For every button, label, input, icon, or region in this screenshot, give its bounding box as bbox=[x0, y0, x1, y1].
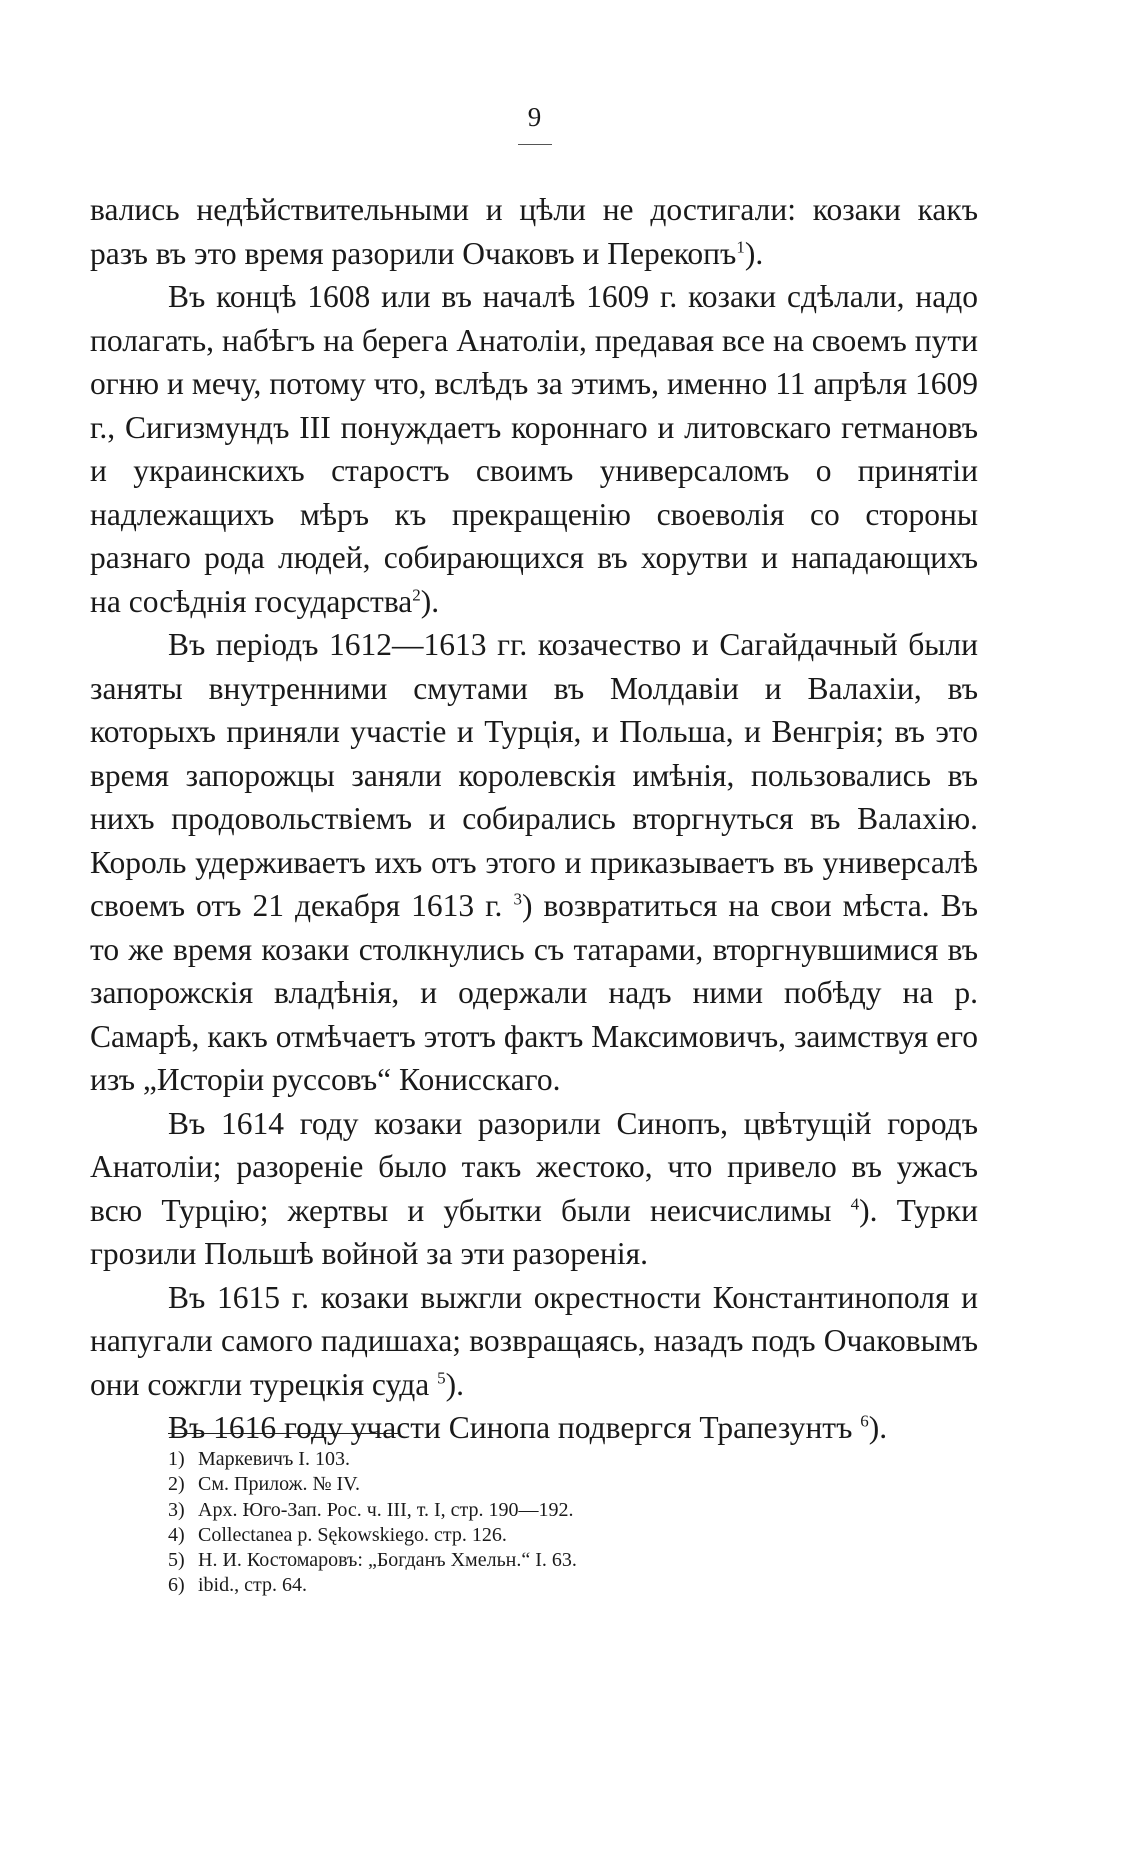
text-run: Въ 1614 году козаки разорили Синопъ, цвѣтущій городъ Анатоліи; разореніе было такъ жестоко, что привело въ ужасъ всю Турцію; жертвы и убытки были неисчислимы bbox=[90, 1105, 978, 1228]
footnote bbox=[168, 1548, 868, 1573]
footnote-ref: 1 bbox=[736, 237, 745, 256]
body-text bbox=[90, 188, 978, 1450]
footnote-text: ibid., стр. 64. bbox=[198, 1574, 307, 1597]
text-run: ) возвратиться на свои мѣста. Въ то же время козаки столкнулись съ татарами, вторгнувшимися въ запорожскія владѣнія, и одержали надъ ними побѣду на р. Самарѣ, какъ отмѣчаетъ этотъ фактъ Максимовичъ, заимствуя его изъ „Исторіи руссовъ“ Конисскаго. bbox=[90, 888, 978, 1097]
footnote-ref: 6 bbox=[860, 1411, 869, 1431]
text-run: ). bbox=[445, 1366, 465, 1402]
text-run: Въ концѣ 1608 или въ началѣ 1609 г. козаки сдѣлали, надо полагать, набѣгъ на берега Анатоліи, предавая все на своемъ пути огню и мечу, потому что, вслѣдъ за этимъ, именно 11 апрѣля 1609 г., Сигизмундъ III понуждаетъ короннаго и литовскаго гетмановъ и украинскихъ старостъ своимъ универсаломъ о принятіи надлежащихъ мѣръ къ прекращенію своеволія со стороны разнаго рода людей, собирающихся въ хорутви и нападающихъ на сосѣднія государства bbox=[90, 279, 978, 619]
paragraph bbox=[90, 1102, 978, 1276]
footnote bbox=[168, 1472, 868, 1497]
footnote-ref: 2 bbox=[412, 585, 421, 604]
footnote-ref: 5 bbox=[437, 1368, 446, 1387]
page-number-rule bbox=[518, 144, 552, 145]
footnote-mark: 3) bbox=[168, 1498, 185, 1521]
footnote-text: Арх. Юго-Зап. Рос. ч. III, т. I, стр. 190—192. bbox=[198, 1498, 574, 1521]
text-run: ). bbox=[744, 235, 764, 271]
text-run: ). bbox=[868, 1410, 888, 1445]
footnote-ref: 3 bbox=[513, 889, 522, 909]
footnote-text: Н. И. Костомаровъ: „Богданъ Хмельн.“ I. 63. bbox=[198, 1549, 577, 1572]
footnotes bbox=[168, 1447, 868, 1599]
footnote-mark: 4) bbox=[168, 1523, 185, 1546]
text-run: Въ 1616 году участи Синопа подвергся Трапезунтъ bbox=[168, 1410, 861, 1445]
text-run: Въ періодъ 1612—1613 гг. козачество и Сагайдачный были заняты внутренними смутами въ Молдавіи и Валахіи, въ которыхъ приняли участіе и Турція, и Польша, и Венгрія; въ это время запорожцы заняли королевскія имѣнія, пользовались въ нихъ продовольствіемъ и собирались вторгнуться въ Валахію. Король удерживаетъ ихъ отъ этого и приказываетъ въ универсалѣ своемъ отъ 21 декабря 1613 г. bbox=[90, 627, 978, 923]
footnote bbox=[168, 1447, 868, 1472]
paragraph bbox=[90, 1406, 978, 1450]
footnote bbox=[168, 1498, 868, 1523]
paragraph bbox=[90, 1276, 978, 1407]
text-run: Въ 1615 г. козаки выжгли окрестности Константинополя и напугали самого падишаха; возвращаясь, назадъ подъ Очаковымъ они сожгли турецкія суда bbox=[90, 1279, 978, 1402]
paragraph bbox=[90, 623, 978, 1102]
footnote-ref: 4 bbox=[850, 1194, 860, 1213]
text-run: ). bbox=[420, 583, 440, 619]
footnote-text: Маркевичъ I. 103. bbox=[198, 1448, 350, 1470]
footnote-mark: 6) bbox=[168, 1574, 185, 1597]
footnote-text: См. Прилож. № IV. bbox=[198, 1473, 361, 1496]
paragraph bbox=[90, 275, 978, 623]
footnote-mark: 2) bbox=[168, 1473, 185, 1496]
paragraph bbox=[90, 188, 978, 275]
text-run: вались недѣйствительными и цѣли не достигали: козаки какъ разъ въ это время разорили Очаковъ и Перекопъ bbox=[90, 192, 978, 271]
page-number: 9 bbox=[527, 102, 543, 132]
footnote bbox=[168, 1523, 868, 1548]
footnote-separator bbox=[168, 1433, 400, 1434]
footnote-text: Collectanea p. Sękowskiego. стр. 126. bbox=[198, 1523, 507, 1546]
footnote-mark: 5) bbox=[168, 1549, 185, 1572]
footnote-mark: 1) bbox=[168, 1448, 185, 1470]
footnote bbox=[168, 1573, 868, 1598]
text-run: ). Турки грозили Польшѣ войной за эти разоренія. bbox=[90, 1192, 979, 1271]
